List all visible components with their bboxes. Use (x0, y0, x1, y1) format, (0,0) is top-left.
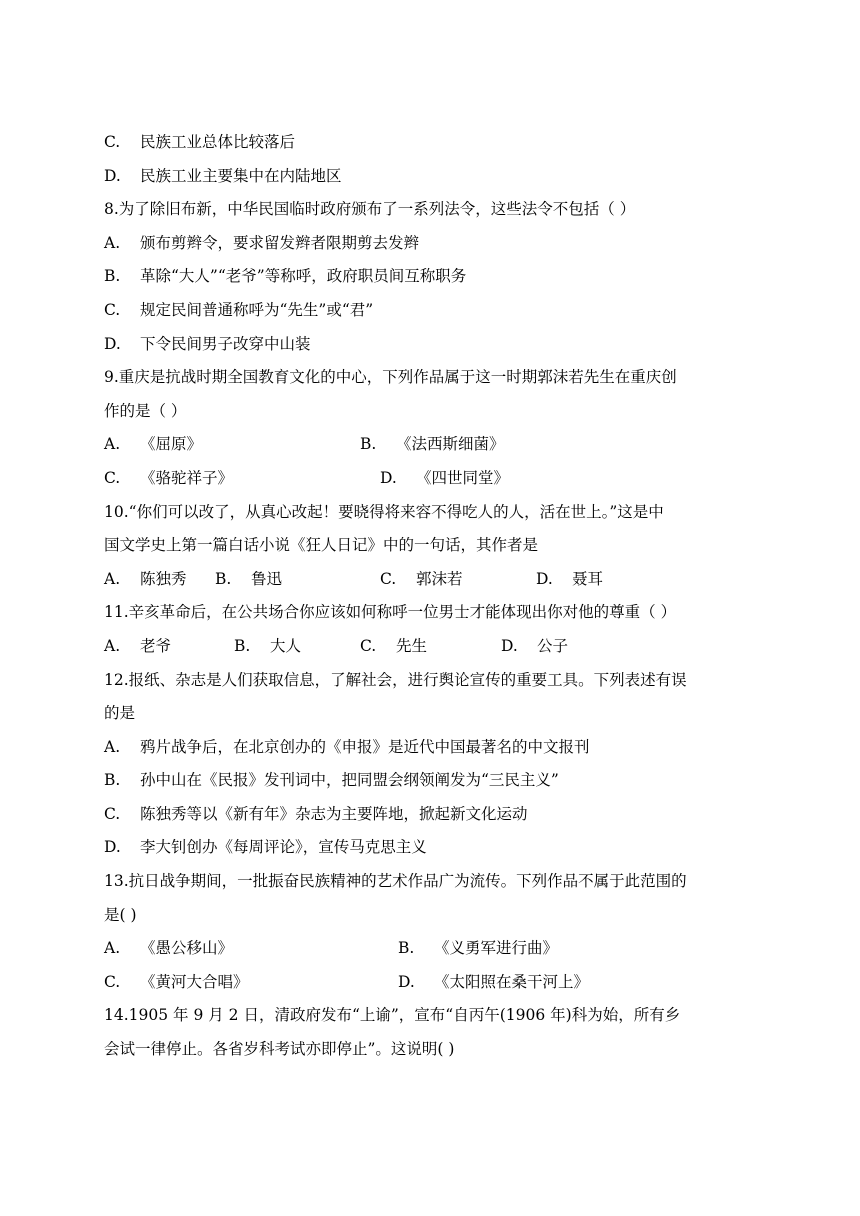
option-label: D. (536, 569, 553, 588)
q9-option-c (104, 462, 233, 496)
option-text: 聂耳 (572, 569, 604, 588)
option-text: 《黄河大合唱》 (140, 972, 249, 991)
q8-stem (104, 193, 764, 227)
q10-stem-line2 (104, 529, 764, 563)
q10-options-row (104, 563, 764, 597)
option-label: D. (380, 468, 397, 487)
q12-stem-line1 (104, 664, 764, 698)
option-text: 《义勇军进行曲》 (434, 939, 559, 958)
option-label: D. (398, 972, 415, 991)
option-text: 民族工业总体比较落后 (140, 133, 296, 151)
option-label: D. (104, 166, 121, 185)
option-text: 大人 (270, 636, 302, 655)
question-text: 为了除旧布新，中华民国临时政府颁布了一系列法令，这些法令不包括（ ） (118, 200, 636, 219)
option-text: 陈独秀等以《新有年》杂志为主要阵地，掀起新文化运动 (140, 804, 528, 823)
question-text: 国文学史上第一篇白话小说《狂人日记》中的一句话，其作者是 (104, 536, 539, 555)
q14-stem-line1 (104, 999, 764, 1033)
q13-options-row1 (104, 932, 764, 966)
q10-option-b (215, 563, 282, 597)
q13-stem-line2 (104, 899, 764, 933)
question-text: 报纸、杂志是人们获取信息，了解社会，进行舆论宣传的重要工具。下列表述有误 (128, 670, 687, 689)
q9-options-row2 (104, 462, 764, 496)
q9-stem-line1 (104, 361, 764, 395)
q10-option-d (536, 563, 603, 597)
q14-stem-line2 (104, 1033, 764, 1067)
option-text: 鸦片战争后，在北京创办的《申报》是近代中国最著名的中文报刊 (140, 737, 590, 756)
option-text: 《屈原》 (140, 435, 203, 454)
q11-options-row (104, 630, 764, 664)
question-text: 作的是（ ） (104, 401, 187, 420)
q7-option-d (104, 160, 764, 194)
q11-stem (104, 596, 764, 630)
option-text: 民族工业主要集中在内陆地区 (140, 166, 342, 185)
option-text: 老爷 (140, 636, 172, 655)
question-number: 11. (104, 603, 129, 622)
q10-option-c (380, 563, 463, 597)
q13-option-c (104, 966, 249, 1000)
option-label: C. (360, 636, 377, 655)
q10-option-a (104, 563, 187, 597)
q9-option-d (380, 462, 509, 496)
option-label: A. (104, 435, 121, 454)
option-label: B. (104, 771, 121, 790)
option-text: 郭沫若 (416, 569, 463, 588)
q11-option-a (104, 630, 171, 664)
option-label: A. (104, 569, 121, 588)
option-label: C. (104, 300, 121, 319)
option-label: B. (215, 569, 232, 588)
q11-option-c (360, 630, 427, 664)
option-label: C. (380, 569, 397, 588)
exam-page (104, 126, 764, 1067)
option-label: D. (104, 334, 121, 353)
q13-option-b (398, 932, 558, 966)
option-text: 《愚公移山》 (140, 939, 234, 958)
q11-option-b (234, 630, 301, 664)
q8-option-c (104, 294, 764, 328)
question-text: “你们可以改了，从真心改起！要晓得将来容不得吃人的人，活在世上。”这是中 (128, 502, 664, 521)
option-label: D. (501, 636, 518, 655)
q9-stem-line2 (104, 395, 764, 429)
q12-option-a (104, 731, 764, 765)
option-label: A. (104, 233, 121, 252)
q11-option-d (501, 630, 568, 664)
question-text: 是( ) (104, 905, 137, 924)
question-text: 会试一律停止。各省岁科考试亦即停止”。这说明( ) (104, 1040, 455, 1059)
option-text: 陈独秀 (140, 569, 187, 588)
q9-options-row1 (104, 428, 764, 462)
q9-option-a (104, 428, 202, 462)
question-number: 13. (104, 872, 129, 891)
option-label: C. (104, 804, 121, 823)
q9-option-b (360, 428, 505, 462)
option-text: 下令民间男子改穿中山装 (140, 334, 311, 353)
option-label: B. (398, 939, 415, 958)
option-label: A. (104, 737, 121, 756)
option-label: B. (234, 636, 251, 655)
question-text: 1905 年 9 月 2 日，清政府发布“上谕”，宣布“自丙午(1906 年)科为始，所有乡 (128, 1006, 681, 1025)
q13-stem-line1 (104, 865, 764, 899)
question-text: 的是 (104, 704, 136, 723)
option-text: 孙中山在《民报》发刊词中，把同盟会纲领阐发为“三民主义” (140, 771, 559, 790)
option-label: C. (104, 972, 121, 991)
option-text: 《太阳照在桑干河上》 (434, 972, 590, 991)
option-label: B. (360, 435, 377, 454)
option-label: B. (104, 267, 121, 286)
question-text: 抗日战争期间，一批振奋民族精神的艺术作品广为流传。下列作品不属于此范围的 (128, 872, 687, 891)
option-label: C. (104, 133, 121, 151)
option-text: 颁布剪辫令，要求留发辫者限期剪去发辫 (140, 233, 420, 252)
q13-option-a (104, 932, 233, 966)
q13-options-row2 (104, 966, 764, 1000)
question-number: 9. (104, 368, 119, 387)
option-label: A. (104, 636, 121, 655)
q8-option-d (104, 328, 764, 362)
option-text: 《骆驼祥子》 (140, 468, 234, 487)
question-number: 14. (104, 1006, 129, 1025)
option-text: 李大钊创办《每周评论》，宣传马克思主义 (140, 838, 427, 857)
q12-option-d (104, 831, 764, 865)
option-text: 鲁迅 (251, 569, 283, 588)
option-text: 《法西斯细菌》 (396, 435, 505, 454)
q8-option-b (104, 260, 764, 294)
option-label: C. (104, 468, 121, 487)
option-text: 革除“大人”“老爷”等称呼，政府职员间互称职务 (140, 267, 467, 286)
option-text: 《四世同堂》 (416, 468, 510, 487)
question-text: 辛亥革命后，在公共场合你应该如何称呼一位男士才能体现出你对他的尊重（ ） (128, 603, 677, 622)
option-text: 规定民间普通称呼为“先生”或“君” (140, 300, 374, 319)
q12-stem-line2 (104, 697, 764, 731)
q12-option-b (104, 764, 764, 798)
q10-stem-line1 (104, 496, 764, 530)
option-label: A. (104, 939, 121, 958)
q13-option-d (398, 966, 589, 1000)
question-number: 8. (104, 200, 119, 219)
option-label: D. (104, 838, 121, 857)
question-number: 12. (104, 670, 129, 689)
q12-option-c (104, 798, 764, 832)
q8-option-a (104, 227, 764, 261)
q7-option-c (104, 126, 764, 160)
question-number: 10. (104, 502, 129, 521)
question-text: 重庆是抗战时期全国教育文化的中心，下列作品属于这一时期郭沫若先生在重庆创 (118, 368, 677, 387)
option-text: 先生 (396, 636, 428, 655)
option-text: 公子 (537, 636, 569, 655)
